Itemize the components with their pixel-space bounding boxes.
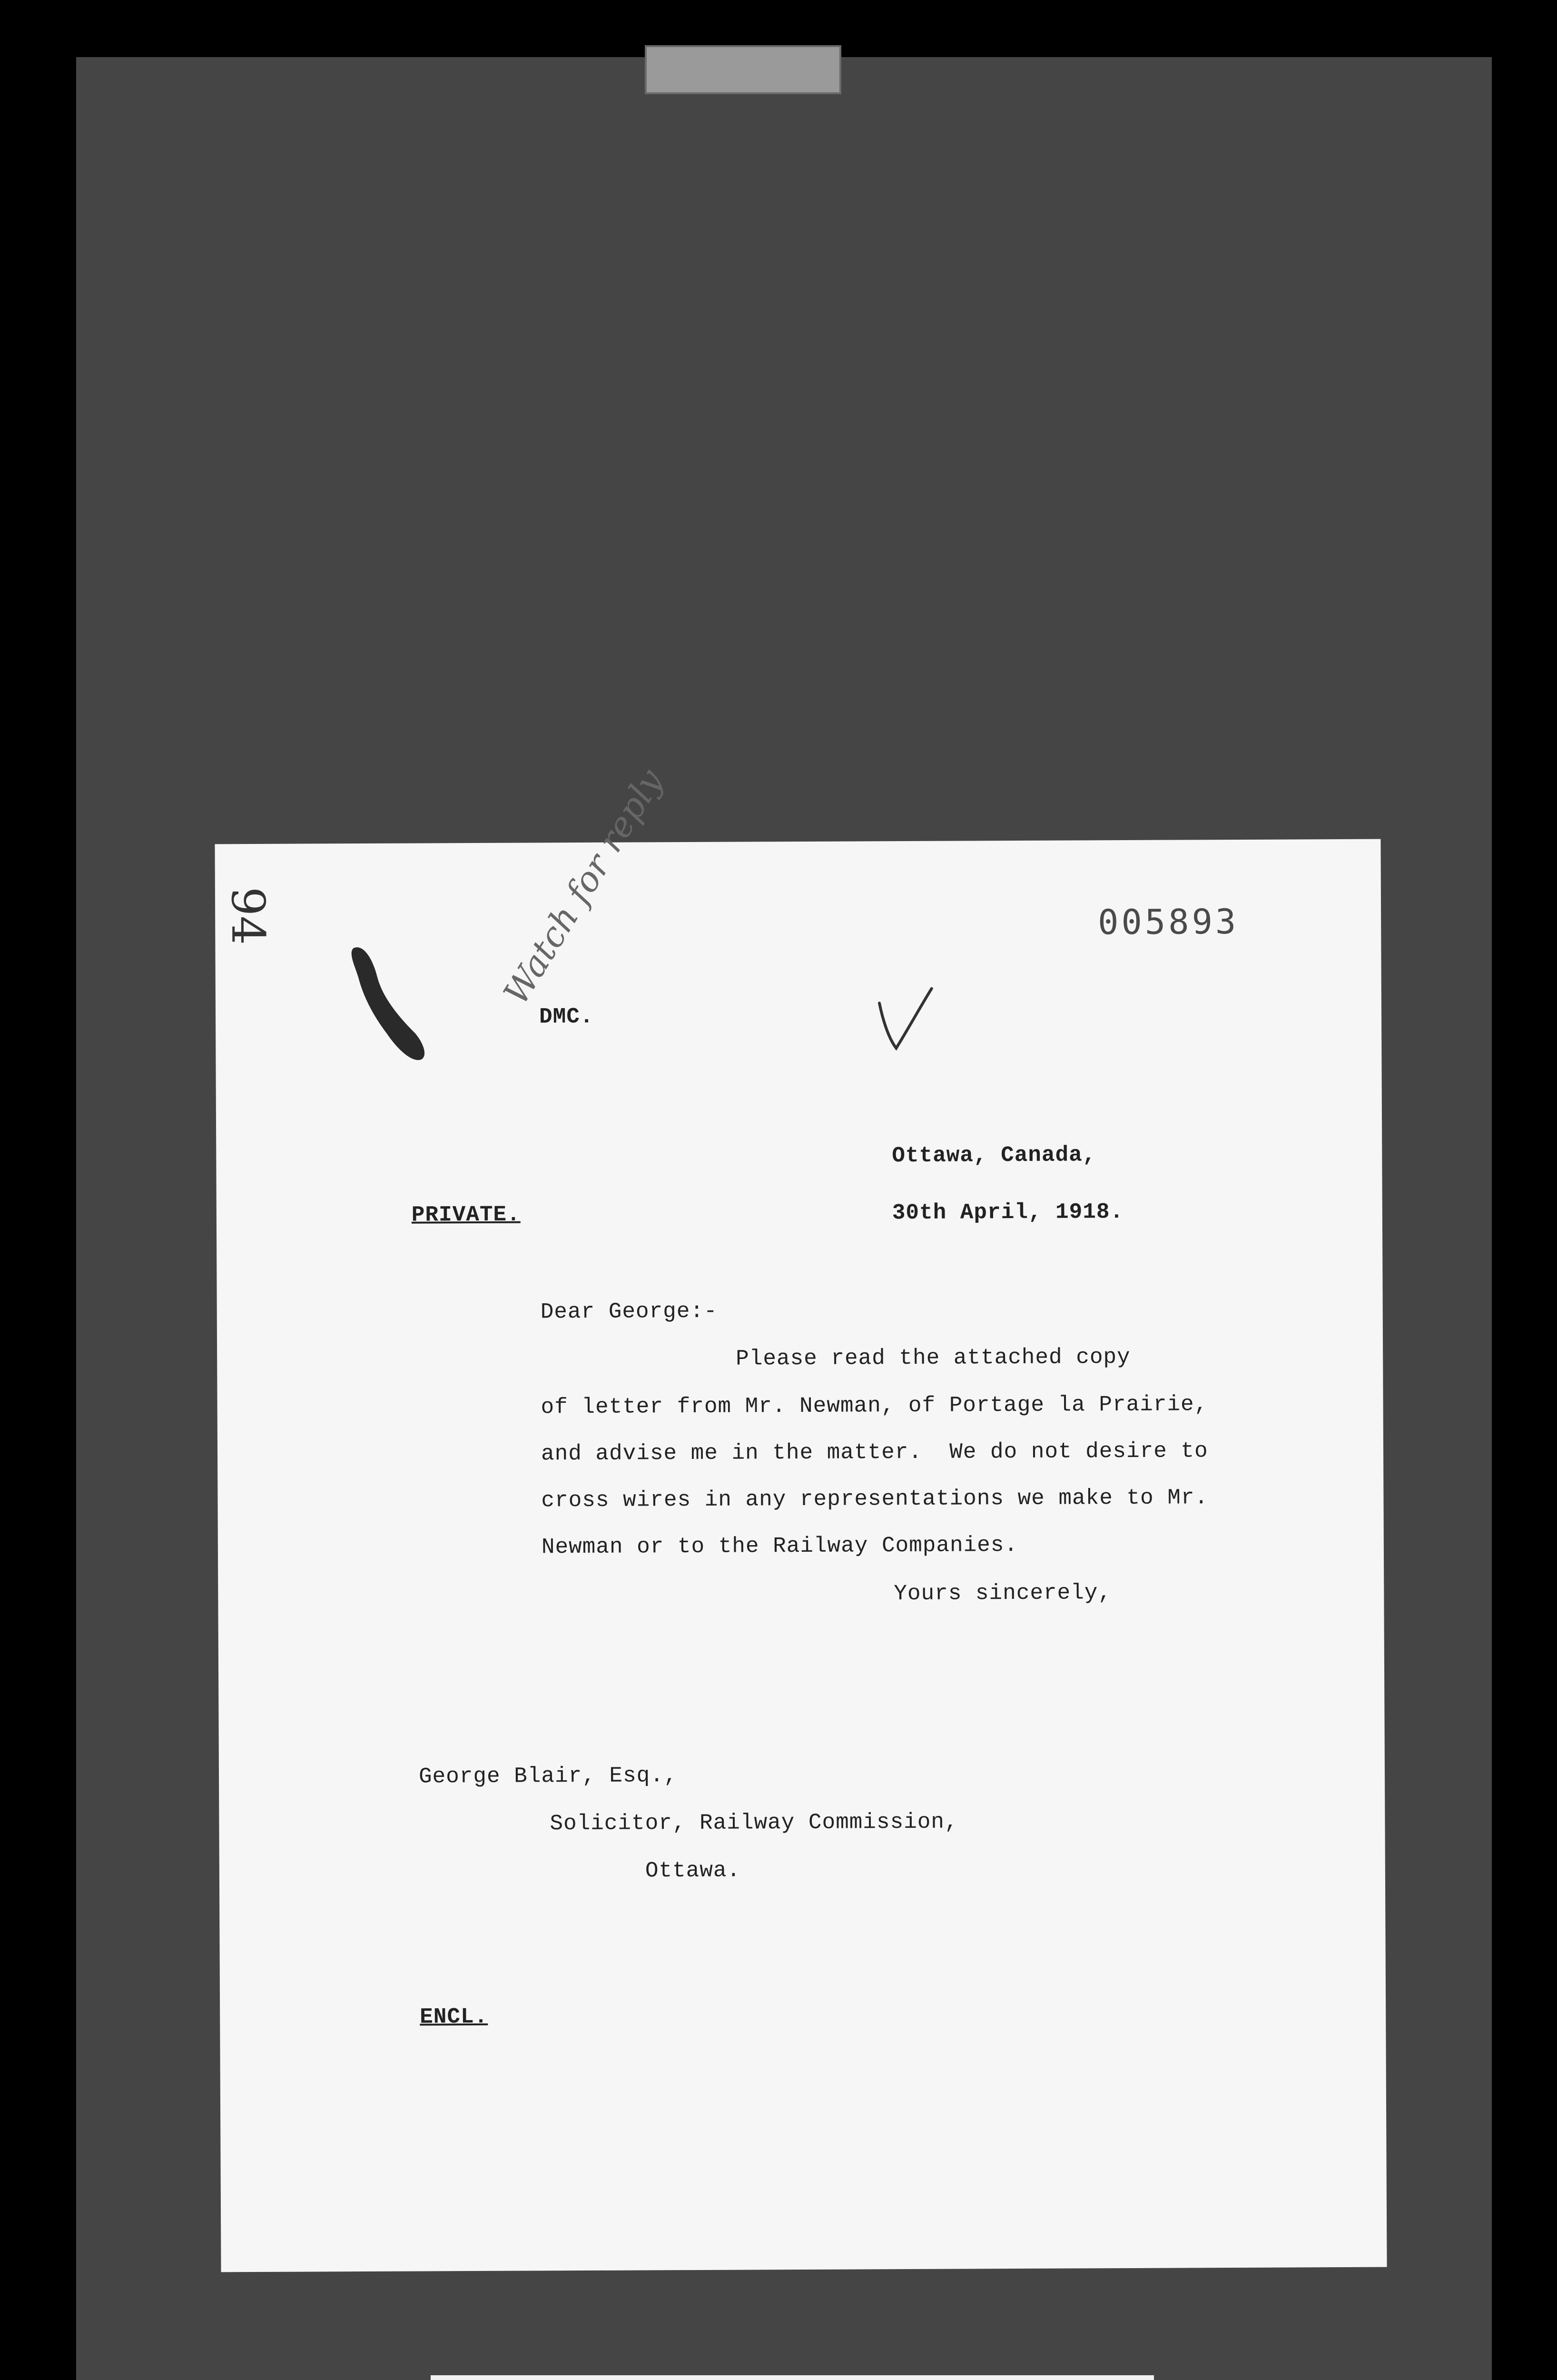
body-line: and advise me in the matter. We do not desire to <box>541 1438 1208 1467</box>
page-number-handwritten: 94 <box>221 886 275 945</box>
body-line: of letter from Mr. Newman, of Portage la Prairie, <box>541 1392 1208 1420</box>
ink-smudge-mark <box>344 938 439 1067</box>
place: Ottawa, Canada, <box>892 1142 1096 1169</box>
closing: Yours sincerely, <box>894 1580 1112 1606</box>
series-label-strip <box>431 2375 1154 2380</box>
initials: DMC. <box>539 1004 594 1030</box>
letter-page <box>215 762 1387 2272</box>
handwritten-note: Watch for reply <box>495 762 671 1012</box>
salutation: Dear George:- <box>540 1299 718 1325</box>
private-label: PRIVATE. <box>411 1202 521 1228</box>
document-stamp-number: 005893 <box>1098 901 1239 942</box>
body-line: Newman or to the Railway Companies. <box>541 1533 1018 1560</box>
enclosure-label: ENCL. <box>420 2004 488 2030</box>
addressee-line: George Blair, Esq., <box>418 1763 678 1789</box>
addressee-line: Solicitor, Railway Commission, <box>550 1809 958 1836</box>
letter-date: 30th April, 1918. <box>892 1200 1124 1226</box>
addressee-line: Ottawa. <box>645 1858 741 1884</box>
body-line: cross wires in any representations we make to Mr. <box>541 1485 1209 1513</box>
body-line: Please read the attached copy <box>736 1344 1131 1371</box>
tape-strip <box>645 45 841 94</box>
check-mark-icon <box>875 984 937 1056</box>
